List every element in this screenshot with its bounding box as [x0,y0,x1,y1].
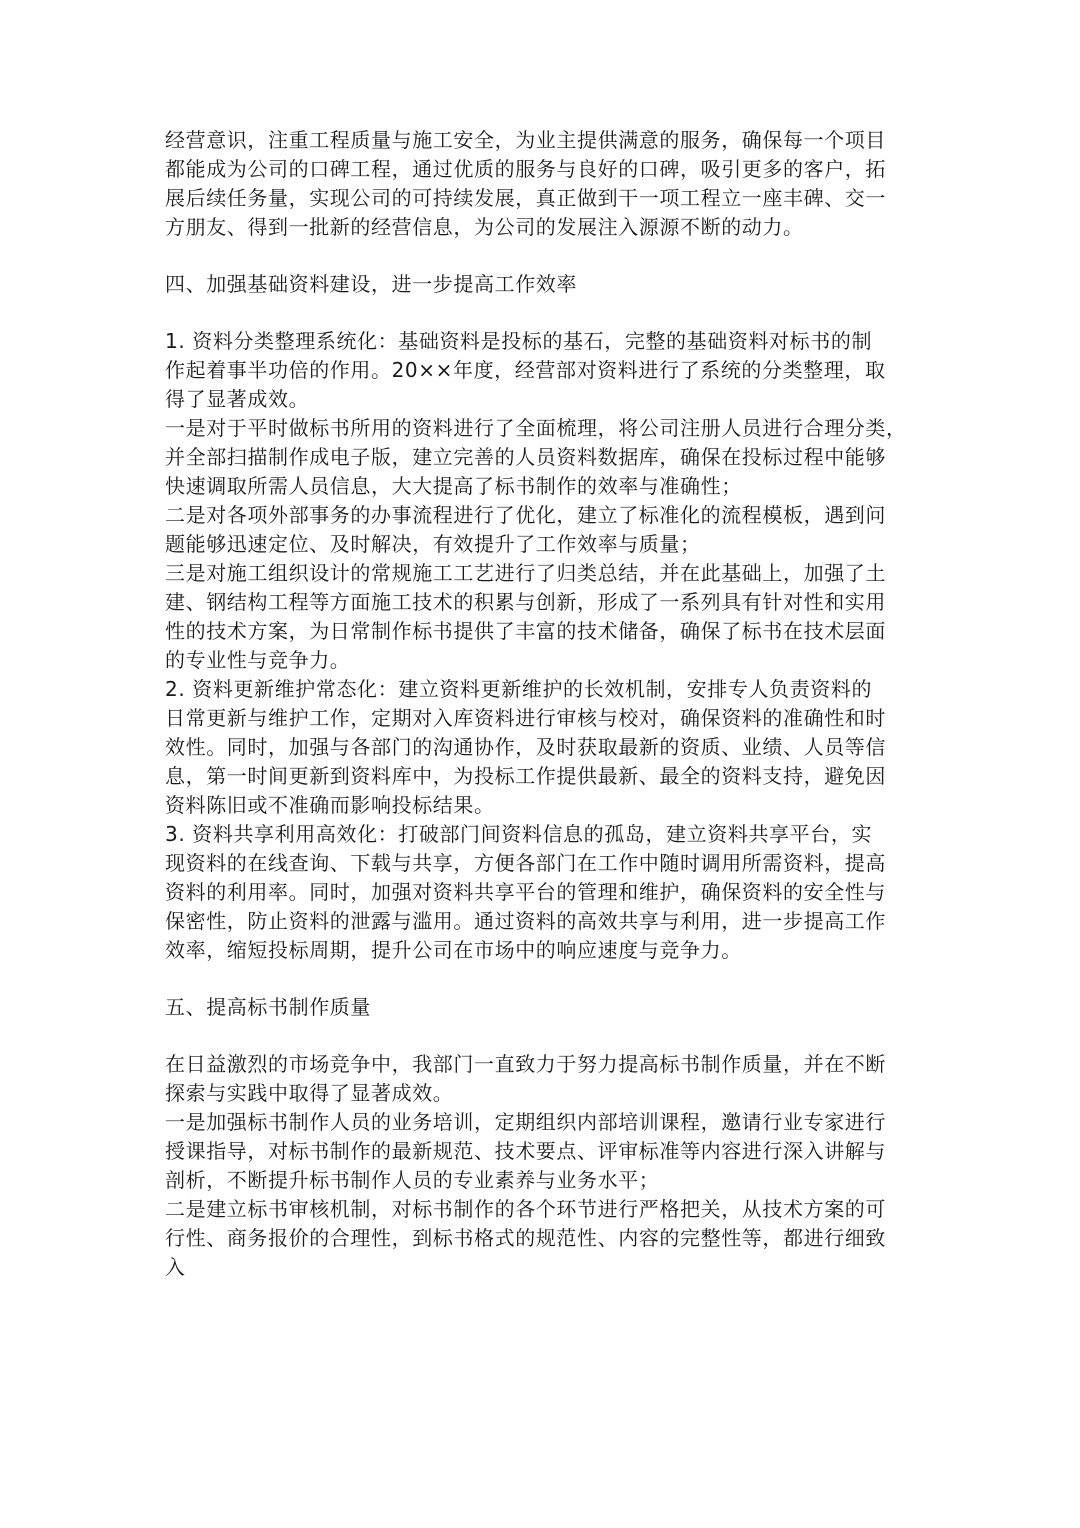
text-line: 2. 资料更新维护常态化：建立资料更新维护的长效机制，安排专人负责资料的 [165,677,873,701]
text-line: 二是建立标书审核机制，对标书制作的各个环节进行严格把关，从技术方案的可 [165,1197,886,1221]
text-line: 授课指导，对标书制作的最新规范、技术要点、评审标准等内容进行深入讲解与 [165,1139,886,1163]
text-line: 的专业性与竞争力。 [165,648,351,672]
text-line: 一是对于平时做标书所用的资料进行了全面梳理，将公司注册人员进行合理分类， [165,416,907,440]
text-line: 都能成为公司的口碑工程，通过优质的服务与良好的口碑，吸引更多的客户，拓 [165,157,886,181]
text-line: 3. 资料共享利用高效化：打破部门间资料信息的孤岛，建立资料共享平台，实 [165,822,873,846]
text-line: 入 [165,1255,186,1279]
text-line: 经营意识，注重工程质量与施工安全，为业主提供满意的服务，确保每一个项目 [165,128,886,152]
text-line: 现资料的在线查询、下载与共享，方便各部门在工作中随时调用所需资料，提高 [165,851,886,875]
text-line: 作起着事半功倍的作用。20××年度，经营部对资料进行了系统的分类整理，取 [165,358,886,382]
text-line: 资料陈旧或不准确而影响投标结果。 [165,793,495,817]
text-line: 快速调取所需人员信息，大大提高了标书制作的效率与准确性； [165,474,742,498]
text-line: 剖析，不断提升标书制作人员的专业素养与业务水平； [165,1168,660,1192]
text-line: 保密性，防止资料的泄露与滥用。通过资料的高效共享与利用，进一步提高工作 [165,909,886,933]
text-line: 一是加强标书制作人员的业务培训，定期组织内部培训课程，邀请行业专家进行 [165,1110,886,1134]
section4-body [165,327,925,965]
text-line: 展后续任务量，实现公司的可持续发展，真正做到干一项工程立一座丰碑、交一 [165,186,886,210]
text-line: 性的技术方案，为日常制作标书提供了丰富的技术储备，确保了标书在技术层面 [165,619,886,643]
text-line: 效率，缩短投标周期，提升公司在市场中的响应速度与竞争力。 [165,938,742,962]
text-line: 息，第一时间更新到资料库中，为投标工作提供最新、最全的资料支持，避免因 [165,764,886,788]
text-line: 方朋友、得到一批新的经营信息，为公司的发展注入源源不断的动力。 [165,215,804,239]
text-line: 得了显著成效。 [165,387,310,411]
text-line: 二是对各项外部事务的办事流程进行了优化，建立了标准化的流程模板，遇到问 [165,503,886,527]
spacer [165,242,925,270]
spacer [165,1022,925,1050]
text-line: 三是对施工组织设计的常规施工工艺进行了归类总结，并在此基础上，加强了土 [165,561,886,585]
text-line: 题能够迅速定位、及时解决，有效提升了工作效率与质量； [165,532,701,556]
section4-heading: 四、加强基础资料建设，进一步提高工作效率 [165,272,577,296]
text-line: 1. 资料分类整理系统化：基础资料是投标的基石，完整的基础资料对标书的制 [165,329,873,353]
text-line: 行性、商务报价的合理性，到标书格式的规范性、内容的完整性等，都进行细致 [165,1226,886,1250]
spacer [165,299,925,327]
spacer [165,965,925,993]
text-line: 并全部扫描制作成电子版，建立完善的人员资料数据库，确保在投标过程中能够 [165,445,886,469]
section5-heading: 五、提高标书制作质量 [165,995,371,1019]
document-page [165,126,925,1282]
text-line: 日常更新与维护工作，定期对入库资料进行审核与校对，确保资料的准确性和时 [165,706,886,730]
text-line: 资料的利用率。同时，加强对资料共享平台的管理和维护，确保资料的安全性与 [165,880,886,904]
text-line: 建、钢结构工程等方面施工技术的积累与创新，形成了一系列具有针对性和实用 [165,590,886,614]
section5-body [165,1050,925,1282]
text-line: 探索与实践中取得了显著成效。 [165,1081,454,1105]
text-line: 在日益激烈的市场竞争中，我部门一直致力于努力提高标书制作质量，并在不断 [165,1052,886,1076]
text-line: 效性。同时，加强与各部门的沟通协作，及时获取最新的资质、业绩、人员等信 [165,735,886,759]
intro-paragraph [165,126,925,242]
